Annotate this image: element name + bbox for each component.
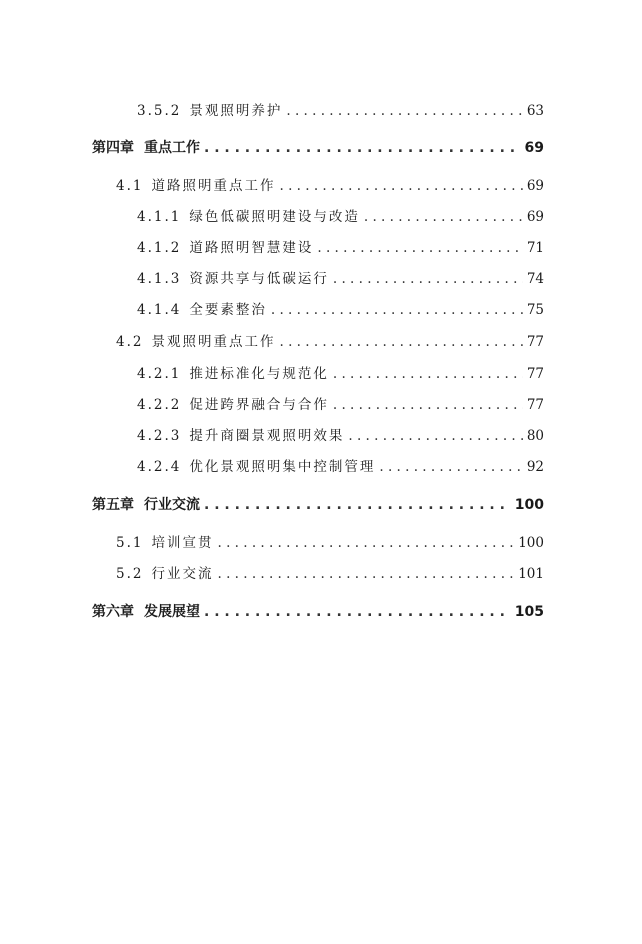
toc-entry-label bbox=[137, 299, 267, 321]
toc-entry-number: 4.2.1 bbox=[137, 366, 182, 382]
toc-entry-title: 提升商圈景观照明效果 bbox=[189, 428, 345, 444]
toc-entry-number: 3.5.2 bbox=[137, 103, 182, 119]
toc-entry-number: 4.1.2 bbox=[137, 240, 182, 256]
toc-leader-dots bbox=[217, 563, 514, 585]
toc-leader-dots bbox=[204, 137, 521, 159]
toc-entry-label bbox=[137, 394, 329, 416]
toc-page-number: 69 bbox=[526, 209, 544, 225]
toc-entry-title: 发展展望 bbox=[144, 604, 200, 620]
toc-entry-5-1[interactable] bbox=[116, 532, 544, 554]
toc-entry-label bbox=[137, 363, 329, 385]
toc-leader-dots bbox=[286, 100, 522, 122]
toc-entry-chapter-4[interactable] bbox=[92, 137, 544, 159]
toc-entry-label bbox=[92, 494, 200, 516]
toc-leader-dots bbox=[204, 494, 511, 516]
toc-entry-4-2-2[interactable] bbox=[137, 394, 544, 416]
toc-entry-4-2-1[interactable] bbox=[137, 363, 544, 385]
toc-leader-dots bbox=[279, 331, 522, 353]
toc-page-number: 77 bbox=[526, 334, 544, 350]
toc-entry-number: 4.2.3 bbox=[137, 428, 182, 444]
toc-entry-label bbox=[92, 137, 200, 159]
toc-page-number: 74 bbox=[526, 271, 544, 287]
toc-page-number: 92 bbox=[526, 459, 544, 475]
toc-entry-label bbox=[116, 331, 275, 353]
toc-entry-title: 行业交流 bbox=[144, 497, 200, 513]
toc-leader-dots bbox=[217, 532, 514, 554]
toc-entry-title: 景观照明养护 bbox=[189, 103, 283, 119]
toc-entry-number: 5.1 bbox=[116, 535, 144, 551]
toc-entry-label bbox=[137, 425, 344, 447]
toc-leader-dots bbox=[333, 268, 523, 290]
toc-page-number: 77 bbox=[526, 366, 544, 382]
toc-entry-label bbox=[92, 601, 200, 623]
toc-entry-4-2[interactable] bbox=[116, 331, 544, 353]
toc-page-number: 69 bbox=[524, 140, 544, 156]
toc-entry-4-1[interactable] bbox=[116, 175, 544, 197]
toc-leader-dots bbox=[379, 456, 522, 478]
toc-entry-4-2-3[interactable] bbox=[137, 425, 544, 447]
toc-entry-4-1-3[interactable] bbox=[137, 268, 544, 290]
toc-leader-dots bbox=[279, 175, 522, 197]
toc-entry-label bbox=[137, 100, 282, 122]
toc-entry-number: 5.2 bbox=[116, 566, 144, 582]
toc-entry-title: 优化景观照明集中控制管理 bbox=[189, 459, 376, 475]
toc-entry-number: 4.1.4 bbox=[137, 302, 182, 318]
toc-entry-number: 4.1.1 bbox=[137, 209, 182, 225]
toc-page-number: 80 bbox=[526, 428, 544, 444]
toc-entry-title: 资源共享与低碳运行 bbox=[189, 271, 329, 287]
toc-entry-number: 第五章 bbox=[92, 497, 134, 513]
toc-entry-label bbox=[137, 237, 313, 259]
toc-entry-title: 道路照明重点工作 bbox=[151, 178, 276, 194]
toc-entry-number: 4.1.3 bbox=[137, 271, 182, 287]
toc-leader-dots bbox=[271, 299, 523, 321]
toc-page-number: 100 bbox=[518, 535, 544, 551]
toc-entry-title: 重点工作 bbox=[144, 140, 200, 156]
toc-entry-title: 全要素整治 bbox=[189, 302, 267, 318]
toc-entry-5-2[interactable] bbox=[116, 563, 544, 585]
toc-page-number: 101 bbox=[518, 566, 544, 582]
toc-entry-title: 行业交流 bbox=[151, 566, 214, 582]
toc-entry-title: 促进跨界融合与合作 bbox=[189, 397, 329, 413]
toc-entry-title: 道路照明智慧建设 bbox=[189, 240, 314, 256]
toc-page-number: 63 bbox=[526, 103, 544, 119]
toc-entry-chapter-5[interactable] bbox=[92, 494, 544, 516]
toc-entry-title: 景观照明重点工作 bbox=[151, 334, 276, 350]
toc-entry-4-1-2[interactable] bbox=[137, 237, 544, 259]
toc-entry-label bbox=[116, 175, 275, 197]
toc-entry-number: 第六章 bbox=[92, 604, 134, 620]
toc-entry-number: 4.2 bbox=[116, 334, 144, 350]
toc-entry-number: 第四章 bbox=[92, 140, 134, 156]
toc-entry-label bbox=[116, 563, 213, 585]
toc-entry-3-5-2[interactable] bbox=[137, 100, 544, 122]
toc-entry-4-1-1[interactable] bbox=[137, 206, 544, 228]
toc-leader-dots bbox=[333, 394, 523, 416]
toc-leader-dots bbox=[204, 601, 511, 623]
toc-entry-label bbox=[137, 268, 329, 290]
toc-leader-dots bbox=[364, 206, 523, 228]
toc-entry-4-2-4[interactable] bbox=[137, 456, 544, 478]
toc-entry-number: 4.1 bbox=[116, 178, 144, 194]
toc-entry-number: 4.2.4 bbox=[137, 459, 182, 475]
toc-page-number: 105 bbox=[514, 604, 544, 620]
toc-entry-4-1-4[interactable] bbox=[137, 299, 544, 321]
toc-entry-title: 绿色低碳照明建设与改造 bbox=[189, 209, 360, 225]
toc-entry-title: 培训宣贯 bbox=[151, 535, 214, 551]
toc-entry-label bbox=[137, 456, 375, 478]
toc-page-number: 71 bbox=[526, 240, 544, 256]
toc-page-number: 100 bbox=[514, 497, 544, 513]
toc-entry-label bbox=[116, 532, 213, 554]
toc-entry-title: 推进标准化与规范化 bbox=[189, 366, 329, 382]
toc-page-number: 75 bbox=[526, 302, 544, 318]
toc-entry-chapter-6[interactable] bbox=[92, 601, 544, 623]
toc-leader-dots bbox=[317, 237, 522, 259]
toc-entry-label bbox=[137, 206, 360, 228]
toc-leader-dots bbox=[348, 425, 522, 447]
toc-entry-number: 4.2.2 bbox=[137, 397, 182, 413]
toc-page-number: 69 bbox=[526, 178, 544, 194]
toc-page-number: 77 bbox=[526, 397, 544, 413]
toc-leader-dots bbox=[333, 363, 523, 385]
